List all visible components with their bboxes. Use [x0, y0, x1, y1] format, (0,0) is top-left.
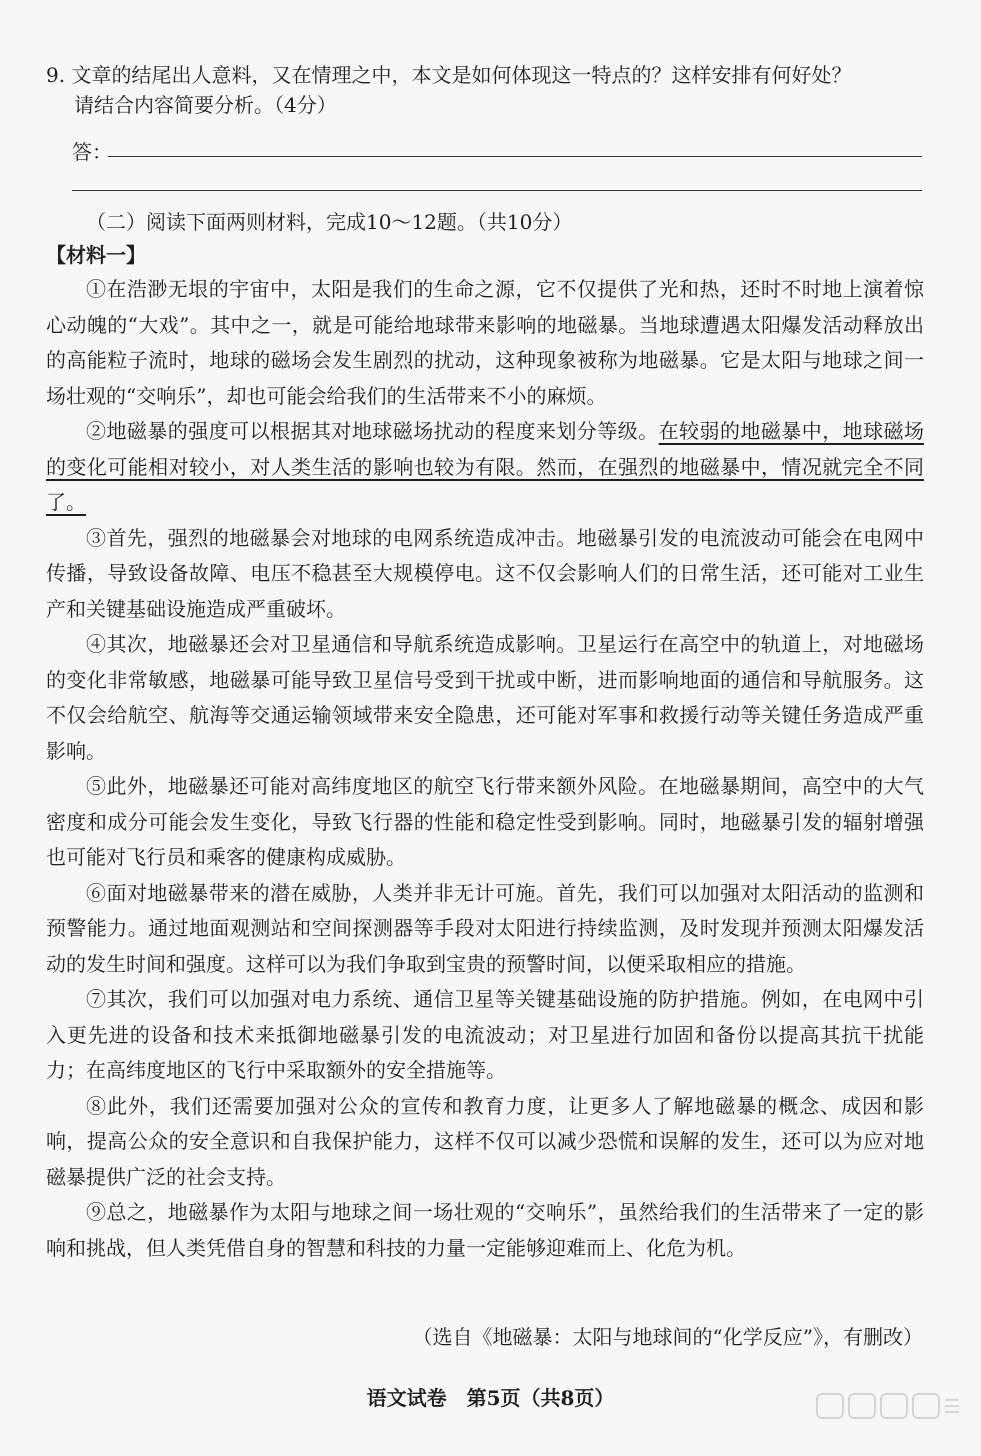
watermark-icon [813, 1386, 963, 1426]
answer-line-2[interactable] [72, 190, 922, 191]
paragraph-6: ⑥面对地磁暴带来的潜在威胁，人类并非无计可施。首先，我们可以加强对太阳活动的监测和预警能力。通过地面观测站和空间探测器等手段对太阳进行持续监测，及时发现并预测太阳爆发活动的发生时间和强度。这样可以为我们争取到宝贵的预警时间，以便采取相应的措施。 [46, 880, 924, 976]
paragraph-5: ⑤此外，地磁暴还可能对高纬度地区的航空飞行带来额外风险。在地磁暴期间，高空中的大气密度和成分可能会发生变化，导致飞行器的性能和稳定性受到影响。同时，地磁暴引发的辐射增强也可能对飞行员和乘客的健康构成威胁。 [46, 774, 924, 869]
question-9-line2: 请结合内容简要分析。（4分） [74, 93, 337, 117]
paragraph-7: ⑦其次，我们可以加强对电力系统、通信卫星等关键基础设施的防护措施。例如，在电网中引入更先进的设备和技术来抵御地磁暴引发的电流波动；对卫星进行加固和备份以提高其抗干扰能力；在高纬度地区的飞行中采取额外的安全措施等。 [46, 987, 924, 1082]
paragraph-2 [46, 414, 924, 521]
material-one-label: 【材料一】 [46, 243, 146, 267]
answer-row[interactable] [72, 136, 922, 166]
paragraph-1: ①在浩渺无垠的宇宙中，太阳是我们的生命之源，它不仅提供了光和热，还时不时地上演着惊心动魄的“大戏”。其中之一，就是可能给地球带来影响的地磁暴。当地球遭遇太阳爆发活动释放出的高能粒子流时，地球的磁场会发生剧烈的扰动，这种现象被称为地磁暴。它是太阳与地球之间一场壮观的“交响乐”，却也可能会给我们的生活带来不小的麻烦。 [46, 277, 924, 408]
paragraph-8: ⑧此外，我们还需要加强对公众的宣传和教育力度，让更多人了解地磁暴的概念、成因和影响，提高公众的安全意识和自我保护能力，这样不仅可以减少恐慌和误解的发生，还可以为应对地磁暴提供广泛的社会支持。 [46, 1093, 924, 1189]
answer-line-1[interactable] [108, 156, 922, 157]
question-9 [46, 60, 936, 120]
source-note: （选自《地磁暴：太阳与地球间的“化学反应”》，有删改） [412, 1325, 923, 1349]
paragraph-4: ④其次，地磁暴还会对卫星通信和导航系统造成影响。卫星运行在高空中的轨道上，对地磁场的变化非常敏感，地磁暴可能导致卫星信号受到干扰或中断，进而影响地面的通信和导航服务。这不仅会给航空、航海等交通运输领域带来安全隐患，还可能对军事和救援行动等关键任务造成严重影响。 [46, 632, 924, 763]
material-one-body [46, 272, 924, 1266]
paragraph-9: ⑨总之，地磁暴作为太阳与地球之间一场壮观的“交响乐”，虽然给我们的生活带来了一定的影响和挑战，但人类凭借自身的智慧和科技的力量一定能够迎难而上、化危为机。 [46, 1200, 924, 1260]
page-footer: 语文试卷 第5页（共8页） [366, 1386, 615, 1410]
section-heading: （二）阅读下面两则材料，完成10～12题。（共10分） [86, 210, 573, 234]
question-9-line1: 9. 文章的结尾出人意料，又在情理之中，本文是如何体现这一特点的？这样安排有何好处？ [46, 63, 852, 87]
paragraph-2-underlined: 在较弱的地磁暴中，地球磁场的变化可能相对较小，对人类生活的影响也较为有限。然而，在强烈的地磁暴中，情况就完全不同了。 [46, 419, 925, 514]
paragraph-2-start: ②地磁暴的强度可以根据其对地球磁场扰动的程度来划分等级。 [86, 419, 659, 443]
paragraph-3: ③首先，强烈的地磁暴会对地球的电网系统造成冲击。地磁暴引发的电流波动可能会在电网中传播，导致设备故障、电压不稳甚至大规模停电。这不仅会影响人们的日常生活，还可能对工业生产和关键基础设施造成严重破坏。 [46, 525, 924, 621]
answer-label: 答： [72, 140, 112, 164]
